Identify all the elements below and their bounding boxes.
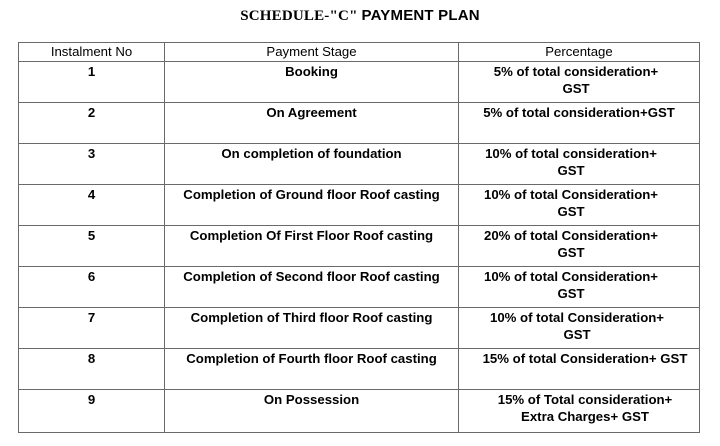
header-percentage: Percentage — [459, 43, 700, 62]
percentage-cell — [459, 144, 700, 185]
payment-stage-cell: On Possession — [165, 390, 459, 433]
percentage-text: 5% of total consideration+ GST — [493, 64, 659, 96]
percentage-cell — [459, 226, 700, 267]
instalment-no-cell: 9 — [19, 390, 165, 433]
payment-stage-cell: Completion of Second floor Roof casting — [165, 267, 459, 308]
instalment-no-cell: 5 — [19, 226, 165, 267]
payment-plan-table — [18, 42, 700, 433]
instalment-no-cell: 4 — [19, 185, 165, 226]
percentage-text: 10% of total Consideration+ GST — [483, 187, 659, 219]
page-title-tail: PAYMENT PLAN — [361, 7, 480, 24]
percentage-cell — [459, 103, 700, 144]
payment-stage-cell: On completion of foundation — [165, 144, 459, 185]
instalment-no-cell: 1 — [19, 62, 165, 103]
percentage-cell — [459, 390, 700, 433]
instalment-no-cell: 8 — [19, 349, 165, 390]
table-row — [19, 390, 700, 433]
instalment-no-cell: 6 — [19, 267, 165, 308]
percentage-text: 20% of total Consideration+ GST — [483, 228, 659, 260]
page-title-head: SCHEDULE-"C" — [240, 8, 358, 24]
table-header-row — [19, 43, 700, 62]
percentage-cell — [459, 185, 700, 226]
percentage-text: 10% of total consideration+ GST — [485, 146, 657, 178]
instalment-no-cell: 2 — [19, 103, 165, 144]
table-row — [19, 349, 700, 390]
table-row — [19, 103, 700, 144]
payment-stage-cell: Completion of Third floor Roof casting — [165, 308, 459, 349]
percentage-text: 10% of total Consideration+ GST — [483, 269, 659, 301]
table-row — [19, 267, 700, 308]
percentage-cell — [459, 308, 700, 349]
instalment-no-cell: 7 — [19, 308, 165, 349]
table-row — [19, 226, 700, 267]
percentage-text: 15% of total Consideration+ GST — [482, 351, 688, 366]
percentage-cell — [459, 349, 700, 390]
payment-stage-cell: Completion of Ground floor Roof casting — [165, 185, 459, 226]
table-row — [19, 62, 700, 103]
percentage-text: 5% of total consideration+GST — [483, 105, 675, 120]
payment-stage-cell: Completion Of First Floor Roof casting — [165, 226, 459, 267]
percentage-cell — [459, 267, 700, 308]
percentage-text: 10% of total Consideration+ GST — [489, 310, 665, 342]
payment-stage-cell: Completion of Fourth floor Roof casting — [165, 349, 459, 390]
payment-stage-cell: On Agreement — [165, 103, 459, 144]
payment-stage-cell: Booking — [165, 62, 459, 103]
header-payment-stage: Payment Stage — [165, 43, 459, 62]
percentage-text: 15% of Total consideration+ Extra Charges+ GST — [497, 392, 673, 424]
table-row — [19, 185, 700, 226]
table-row — [19, 144, 700, 185]
header-instalment-no: Instalment No — [19, 43, 165, 62]
table-row — [19, 308, 700, 349]
instalment-no-cell: 3 — [19, 144, 165, 185]
page-title — [0, 7, 720, 25]
percentage-cell — [459, 62, 700, 103]
